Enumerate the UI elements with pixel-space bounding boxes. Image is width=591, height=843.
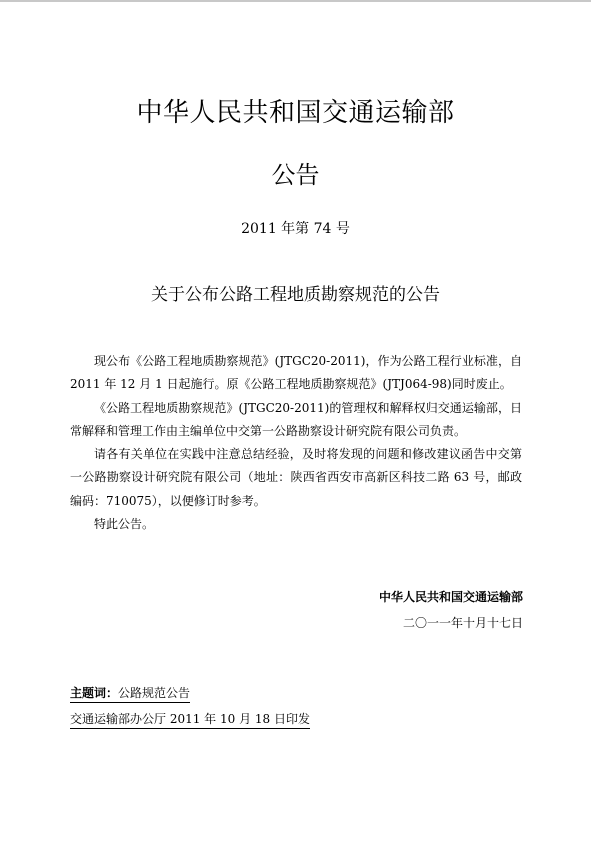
notice-body [70, 350, 522, 536]
notice-title: 关于公布公路工程地质勘察规范的公告 [151, 285, 440, 305]
document-number: 2011 年第 74 号 [241, 221, 350, 237]
printed-by-line: 交通运输部办公厅 2011 年 10 月 18 日印发 [70, 710, 310, 729]
ministry-title: 中华人民共和国交通运输部 [136, 98, 455, 128]
paragraph-publication: 现公布《公路工程地质勘察规范》(JTGC20-2011)，作为公路工程行业标准，自 2011 年 12 月 1 日起施行。原《公路工程地质勘察规范》(JTJ064-98)同时废止。 [70, 354, 522, 392]
paragraph-feedback: 请各有关单位在实践中注意总结经验，及时将发现的问题和修改建议函告中交第一公路勘察设计研究院有限公司（地址：陕西省西安市高新区科技二路 63 号，邮政编码：710075），以便修订时参考。 [70, 447, 522, 508]
subject-keywords-line [70, 684, 190, 703]
subject-value: 公路规范公告 [118, 686, 191, 700]
announcement-heading: 公告 [271, 161, 320, 189]
paragraph-management: 《公路工程地质勘察规范》(JTGC20-2011)的管理权和解释权归交通运输部，日常解释和管理工作由主编单位中交第一公路勘察设计研究院有限公司负责。 [70, 400, 522, 438]
issuer-signature: 中华人民共和国交通运输部 [378, 590, 523, 604]
issue-date: 二〇一一年十月十七日 [402, 616, 523, 630]
paragraph-closing: 特此公告。 [94, 517, 155, 532]
subject-label: 主题词： [70, 686, 119, 700]
